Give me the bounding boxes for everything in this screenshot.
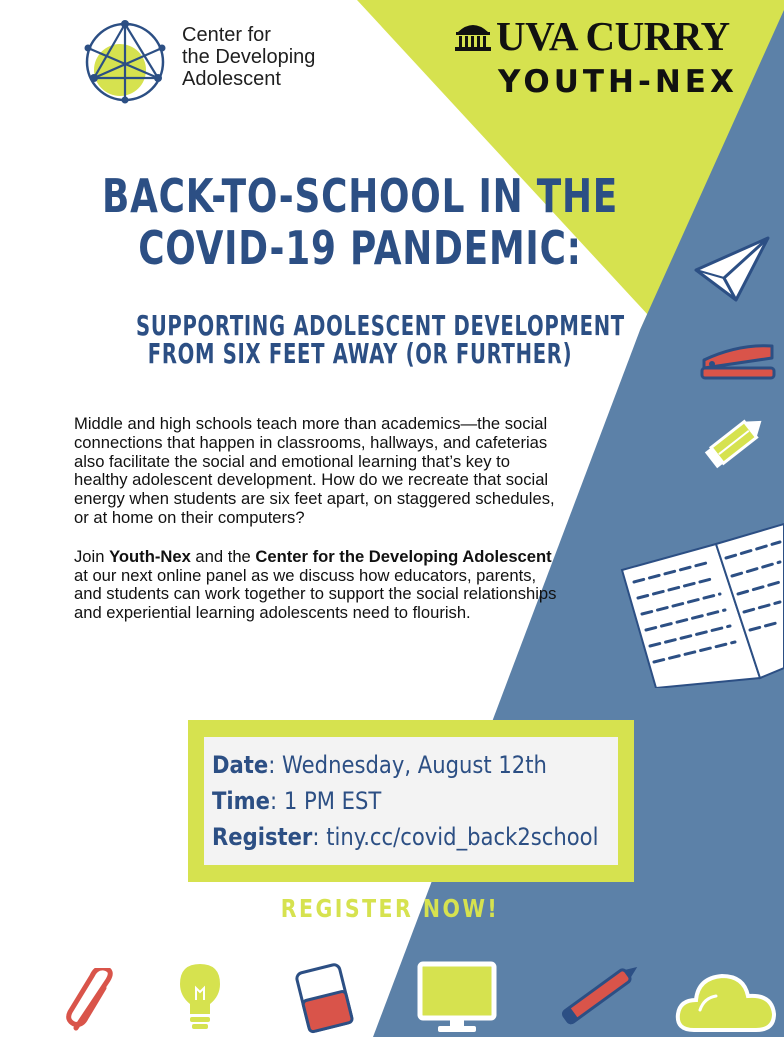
cda-org-name	[182, 24, 372, 90]
youth-nex-mention: Youth-Nex	[109, 546, 191, 566]
title-line1: BACK-TO-SCHOOL IN THE	[101, 169, 619, 223]
para2-text: and the	[190, 546, 256, 566]
paperclip-icon	[62, 968, 122, 1034]
subtitle-line1: SUPPORTING ADOLESCENT DEVELOPMENT	[136, 309, 625, 342]
computer-monitor-icon	[416, 960, 498, 1034]
paper-plane-icon	[694, 236, 770, 302]
event-time	[212, 786, 582, 816]
event-register	[212, 822, 599, 852]
cda-mention: Center for the Developing Adolescent	[255, 546, 552, 566]
lightbulb-icon	[176, 962, 224, 1034]
date-value: : Wednesday, August 12th	[268, 751, 547, 779]
register-label: Register	[212, 823, 313, 851]
description-paragraph-1: Middle and high schools teach more than academics—the social connections that happen in classrooms, hallways, and cafeterias also facilitate the social and emotional learning that’s key to healthy adolescent development. How do we recreate that social energy when students are six feet apart, on staggered schedules, or at home on their computers?	[74, 414, 555, 527]
eraser-icon	[290, 960, 358, 1034]
event-title	[79, 170, 641, 274]
cloud-icon	[674, 960, 778, 1034]
stapler-icon	[698, 338, 776, 384]
cda-name-line2: the Developing	[182, 46, 316, 68]
open-book-icon	[620, 518, 784, 688]
youth-nex-name: YOUTH-NEX	[498, 64, 738, 100]
para2-text: Join	[74, 546, 110, 566]
event-description	[74, 415, 564, 643]
register-link[interactable]: : tiny.cc/covid_back2school	[312, 823, 599, 851]
cda-name-line3: Adolescent	[182, 68, 281, 90]
uva-curry-name: UVA CURRY	[496, 13, 730, 59]
pencil-icon	[704, 408, 770, 472]
para2-text: at our next online panel as we discuss how educators, parents, and students can work together to support the social relationships and experiential learning adolescents need to flourish.	[74, 565, 557, 623]
subtitle-line2: FROM SIX FEET AWAY (OR FURTHER)	[147, 337, 573, 370]
register-now-cta[interactable]: REGISTER NOW!	[280, 894, 500, 923]
event-date	[212, 750, 582, 780]
uva-curry-logo	[446, 14, 766, 106]
cda-name-line1: Center for	[182, 24, 271, 46]
time-label: Time	[212, 787, 270, 815]
date-label: Date	[212, 751, 269, 779]
description-paragraph-2	[74, 548, 564, 623]
triangle-network-icon	[80, 14, 170, 104]
pen-icon	[552, 954, 648, 1034]
event-subtitle	[136, 309, 625, 370]
rotunda-icon	[454, 18, 492, 52]
title-line2: COVID-19 PANDEMIC:	[138, 221, 582, 275]
time-value: : 1 PM EST	[269, 787, 382, 815]
